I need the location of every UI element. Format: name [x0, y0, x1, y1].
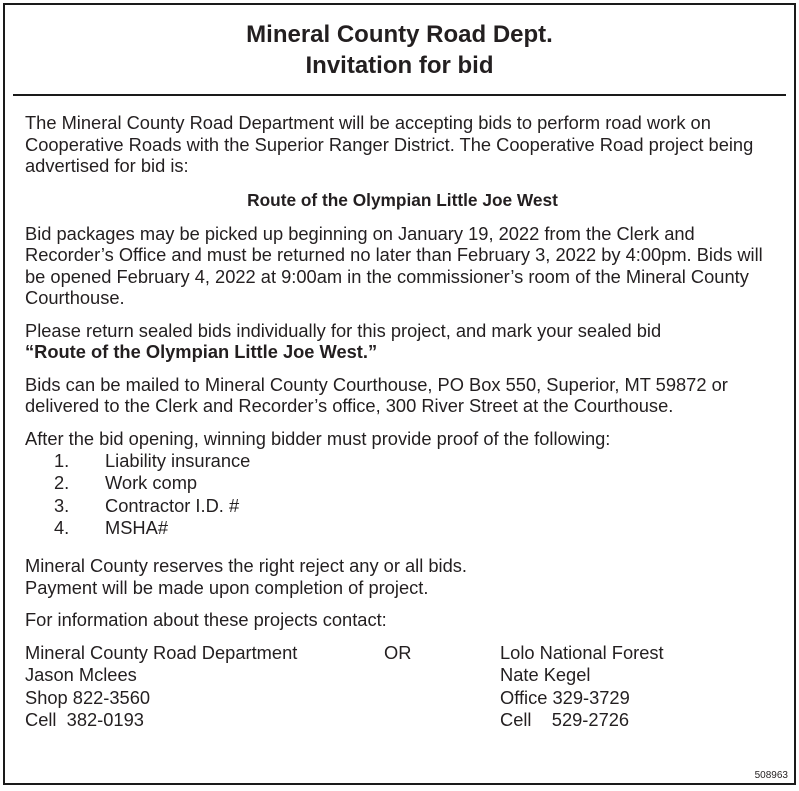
- or-separator: [384, 642, 411, 665]
- return-text: Please return sealed bids individually for this project, and mark your sealed bid: [25, 319, 662, 341]
- ad-page: [3, 3, 796, 785]
- list-item-text: Liability insurance: [105, 450, 251, 471]
- contact-left-name: Jason Mclees: [25, 664, 137, 686]
- list-item: [25, 517, 780, 539]
- requirements-list: [25, 450, 780, 539]
- list-item-text: MSHA#: [105, 516, 168, 538]
- packages-paragraph: Bid packages may be picked up beginning on January 19, 2022 from the Clerk and Recorder’s Office and must be returned no later than February 3, 2022 by 4:00pm. Bids will be opened February 4, 2022 at 9:00am in the commissioner’s room of the Mineral County Courthouse.: [25, 222, 763, 308]
- list-item-number: 3.: [54, 494, 70, 516]
- list-item-text: Work comp: [105, 472, 198, 494]
- return-paragraph: [25, 320, 780, 363]
- intro-paragraph: The Mineral County Road Department will be accepting bids to perform road work on Cooperative Roads with the Superior Ranger District. The Cooperative Road project being advertised for bid is:: [25, 112, 754, 176]
- list-item: [25, 472, 780, 494]
- header-divider: [13, 94, 786, 96]
- reserves-line: Mineral County reserves the right reject any or all bids.: [25, 555, 467, 577]
- contact-right-phone-cell: Cell 529-2726: [500, 709, 630, 731]
- return-project-name: “Route of the Olympian Little Joe West.”: [25, 341, 378, 362]
- contact-left: [25, 642, 297, 732]
- contact-right-name: Nate Kegel: [500, 664, 591, 686]
- ad-body: [25, 112, 780, 740]
- ad-number: 508963: [754, 770, 788, 781]
- payment-line: Payment will be made upon completion of project.: [25, 576, 429, 598]
- info-paragraph: For information about these projects contact:: [25, 609, 387, 631]
- or-label: OR: [384, 641, 412, 663]
- header-subtitle: Invitation for bid: [305, 52, 494, 79]
- list-item-number: 1.: [54, 450, 70, 471]
- contact-left-phone-shop: Shop 822-3560: [25, 686, 151, 708]
- project-title: Route of the Olympian Little Joe West: [247, 189, 558, 210]
- after-opening-paragraph: After the bid opening, winning bidder must provide proof of the following:: [25, 427, 611, 449]
- reserves-paragraph: [25, 555, 780, 598]
- list-item: [25, 450, 780, 472]
- mailing-paragraph: Bids can be mailed to Mineral County Courthouse, PO Box 550, Superior, MT 59872 or delivered to the Clerk and Recorder’s office, 300 River Street at the Courthouse.: [25, 373, 728, 416]
- contact-right: [500, 642, 664, 732]
- ad-header: [5, 19, 794, 81]
- list-item-text: Contractor I.D. #: [105, 494, 240, 516]
- contacts-block: [25, 642, 780, 740]
- list-item-number: 4.: [54, 516, 70, 538]
- contact-left-org: Mineral County Road Department: [25, 641, 298, 663]
- contact-left-phone-cell: Cell 382-0193: [25, 709, 144, 731]
- list-item: [25, 495, 780, 517]
- contact-right-phone-office: Office 329-3729: [500, 686, 630, 708]
- list-item-number: 2.: [54, 472, 70, 494]
- header-title: Mineral County Road Dept.: [246, 21, 553, 48]
- contact-right-org: Lolo National Forest: [500, 641, 664, 663]
